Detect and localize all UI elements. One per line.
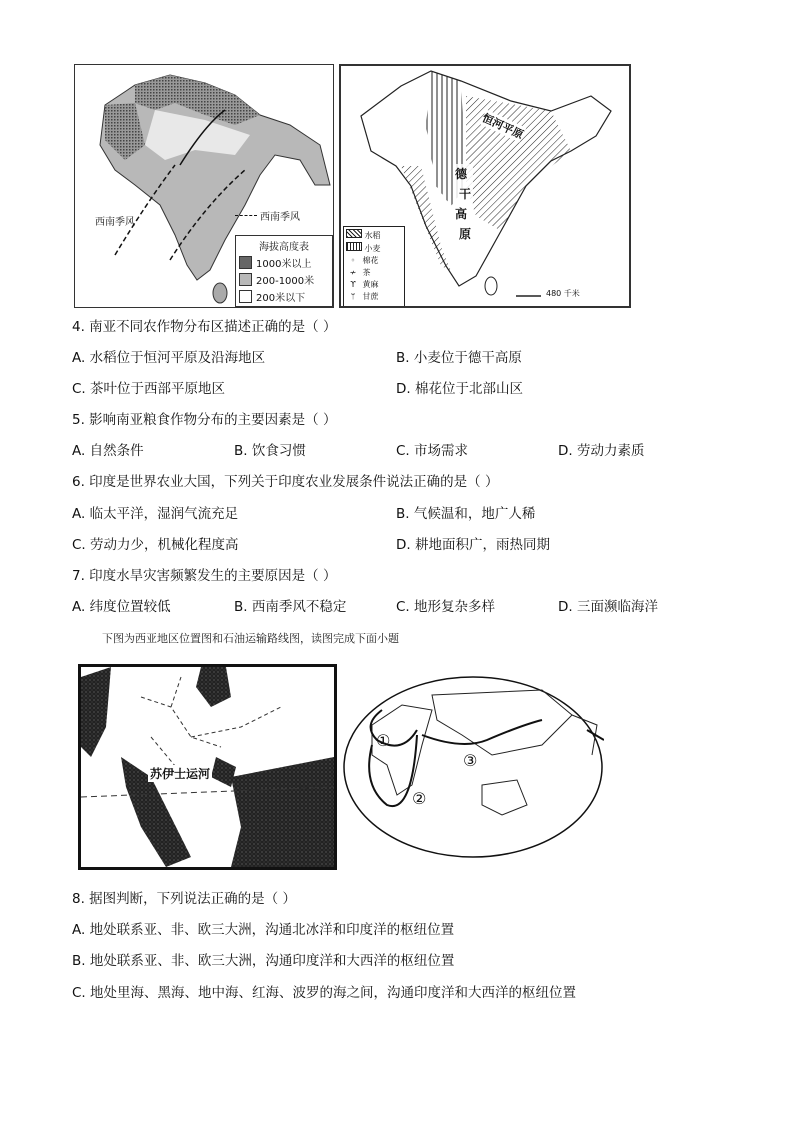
legend-row: 小麦 (346, 242, 402, 255)
q4-option-d[interactable]: D. 棉花位于北部山区 (396, 381, 523, 397)
legend-row: 200米以下 (239, 289, 332, 304)
q7-option-d[interactable]: D. 三面濒临海洋 (558, 599, 658, 615)
q6-option-d[interactable]: D. 耕地面积广，雨热同期 (396, 537, 550, 553)
plateau-label: 德 干 高 原 (453, 164, 473, 244)
q5-option-c[interactable]: C. 市场需求 (396, 443, 469, 459)
cotton-icon: ◦ (350, 256, 356, 265)
legend-row: ◦ 棉花 (346, 255, 402, 267)
route-label-1: ① (376, 731, 391, 750)
q7-option-c[interactable]: C. 地形复杂多样 (396, 599, 496, 615)
q8-option-b[interactable]: B. 地处联系亚、非、欧三大洲，沟通印度洋和大西洋的枢纽位置 (72, 953, 455, 969)
q5-option-a[interactable]: A. 自然条件 (72, 443, 144, 459)
suez-canal-label: 苏伊士运河 (150, 767, 211, 781)
legend-row: 1000米以上 (239, 255, 332, 270)
q4-option-a[interactable]: A. 水稻位于恒河平原及沿海地区 (72, 350, 266, 366)
q6-option-c[interactable]: C. 劳动力少，机械化程度高 (72, 537, 239, 553)
q5-option-d[interactable]: D. 劳动力素质 (558, 443, 645, 459)
west-asia-map (78, 664, 337, 870)
legend-swatch-high (239, 256, 252, 269)
scale-text: 480 千米 (546, 289, 580, 298)
q8-option-a[interactable]: A. 地处联系亚、非、欧三大洲，沟通北冰洋和印度洋的枢纽位置 (72, 922, 455, 938)
q4-stem: 4. 南亚不同农作物分布区描述正确的是（ ） (72, 319, 337, 335)
q4-option-c[interactable]: C. 茶叶位于西部平原地区 (72, 381, 226, 397)
q6-option-a[interactable]: A. 临太平洋，湿润气流充足 (72, 506, 239, 522)
q5-option-b[interactable]: B. 饮食习惯 (234, 443, 306, 459)
caspian-sea (196, 667, 231, 707)
oil-routes-map (342, 675, 604, 859)
figure2-caption: 下图为西亚地区位置图和石油运输路线图，读图完成下面小题 (102, 632, 399, 645)
legend-row: ᛘ 甘蔗 (346, 291, 402, 303)
south-asia-terrain-map (74, 64, 334, 308)
dashed-arrow-icon (235, 215, 257, 216)
mediterranean-sea (81, 667, 111, 757)
q6-option-b[interactable]: B. 气候温和，地广人稀 (396, 506, 536, 522)
route-label-2: ② (412, 789, 427, 808)
legend-swatch-mid (239, 273, 252, 286)
tea-icon: ≁ (349, 268, 357, 277)
india-crops-map (339, 64, 631, 308)
jute-icon: ϒ (350, 280, 356, 289)
q7-option-a[interactable]: A. 纬度位置较低 (72, 599, 171, 615)
q7-option-b[interactable]: B. 西南季风不稳定 (234, 599, 347, 615)
sri-lanka (213, 283, 227, 303)
legend-row: ≁ 茶 (346, 267, 402, 279)
sugarcane-icon: ᛘ (350, 292, 356, 301)
legend-title: 海拔高度表 (259, 242, 309, 253)
q4-option-b[interactable]: B. 小麦位于德干高原 (396, 350, 522, 366)
q6-stem: 6. 印度是世界农业大国，下列关于印度农业发展条件说法正确的是（ ） (72, 474, 499, 490)
legend-row: 200-1000米 (239, 272, 332, 287)
q8-option-c[interactable]: C. 地处里海、黑海、地中海、红海、波罗的海之间，沟通印度洋和大西洋的枢纽位置 (72, 985, 577, 1001)
route-label-3: ③ (463, 751, 478, 770)
monsoon-label-right: 西南季风 (235, 208, 300, 223)
elevation-legend (235, 235, 333, 307)
q8-stem: 8. 据图判断，下列说法正确的是（ ） (72, 891, 296, 907)
legend-row: ϒ 黄麻 (346, 279, 402, 291)
legend-swatch-low (239, 290, 252, 303)
q5-stem: 5. 影响南亚粮食作物分布的主要因素是（ ） (72, 412, 337, 428)
arabian-sea (231, 757, 334, 867)
q7-stem: 7. 印度水旱灾害频繁发生的主要原因是（ ） (72, 568, 337, 584)
plain-label: 恒河平原 (480, 111, 526, 142)
monsoon-label-left: 西南季风 (95, 217, 135, 228)
crops-legend (343, 226, 405, 308)
legend-row: 水稻 (346, 229, 402, 242)
sri-lanka (485, 277, 497, 295)
